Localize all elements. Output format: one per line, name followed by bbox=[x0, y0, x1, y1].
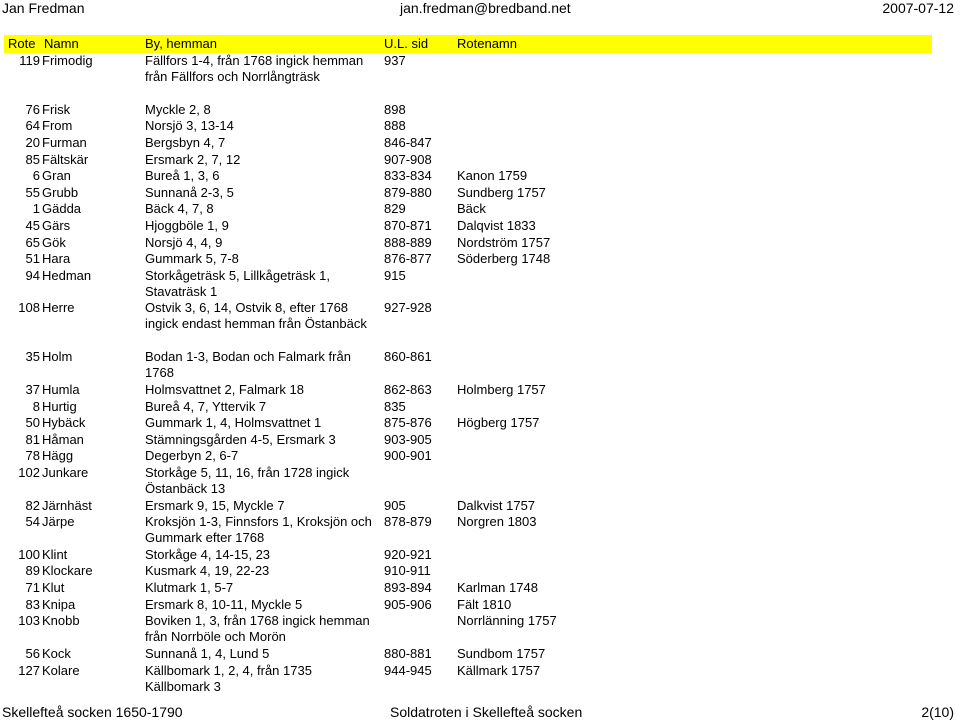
rote-number: 64 bbox=[25, 118, 40, 134]
soldier-name: Knipa bbox=[42, 596, 76, 612]
village-hemman: Källbomark 1, 2, 4, från 1735 Källbomark 3 bbox=[145, 662, 312, 694]
rote-number: 6 bbox=[32, 168, 40, 184]
rote-number: 55 bbox=[25, 184, 40, 200]
table-row bbox=[0, 563, 960, 580]
column-header-rote: Rote bbox=[8, 36, 36, 51]
ul-page: 900-901 bbox=[384, 448, 432, 464]
ul-page: 860-861 bbox=[384, 349, 432, 365]
village-hemman: Ersmark 9, 15, Myckle 7 bbox=[145, 497, 285, 513]
ul-page: 878-879 bbox=[384, 514, 432, 530]
table-row bbox=[0, 382, 960, 399]
rote-number: 20 bbox=[25, 134, 40, 150]
table-row bbox=[0, 102, 960, 119]
table-row bbox=[0, 432, 960, 449]
rote-name: Karlman 1748 bbox=[457, 580, 538, 596]
column-header-rotenamn: Rotenamn bbox=[457, 36, 517, 51]
ul-page: 898 bbox=[384, 101, 406, 117]
table-row bbox=[0, 185, 960, 202]
table-row bbox=[0, 251, 960, 268]
rote-name: Söderberg 1748 bbox=[457, 251, 551, 267]
column-header-ul: U.L. sid bbox=[384, 36, 429, 51]
ul-page: 879-880 bbox=[384, 184, 432, 200]
table-row bbox=[0, 152, 960, 169]
soldier-name: Frisk bbox=[42, 101, 71, 117]
village-hemman: Bureå 4, 7, Yttervik 7 bbox=[145, 398, 267, 414]
village-hemman: Boviken 1, 3, från 1768 ingick hemman från Norrböle och Morön bbox=[145, 613, 370, 645]
soldier-name: Grubb bbox=[42, 184, 79, 200]
table-row bbox=[0, 235, 960, 252]
village-hemman: Myckle 2, 8 bbox=[145, 101, 211, 117]
rote-name: Högberg 1757 bbox=[457, 415, 540, 431]
rote-name: Sundberg 1757 bbox=[457, 184, 546, 200]
soldier-name: Herre bbox=[42, 300, 75, 316]
ul-page: 915 bbox=[384, 267, 406, 283]
rote-number: 83 bbox=[25, 596, 40, 612]
table-row bbox=[0, 218, 960, 235]
table-row bbox=[0, 399, 960, 416]
table-row bbox=[0, 514, 960, 547]
village-hemman: Hjoggböle 1, 9 bbox=[145, 217, 229, 233]
table-row bbox=[0, 448, 960, 465]
rote-number: 89 bbox=[25, 563, 40, 579]
column-header-row bbox=[4, 35, 932, 53]
rote-number: 54 bbox=[25, 514, 40, 530]
table-row bbox=[0, 268, 960, 301]
soldier-name: Junkare bbox=[42, 464, 89, 480]
soldier-name: Frimodig bbox=[42, 53, 93, 68]
rote-name: Nordström 1757 bbox=[457, 234, 551, 250]
village-hemman: Degerbyn 2, 6-7 bbox=[145, 448, 239, 464]
soldier-name: Gran bbox=[42, 168, 71, 184]
table-row bbox=[0, 597, 960, 614]
table-row bbox=[0, 646, 960, 663]
village-hemman: Gummark 5, 7-8 bbox=[145, 251, 239, 267]
village-hemman: Stämningsgården 4-5, Ersmark 3 bbox=[145, 431, 336, 447]
ul-page: 910-911 bbox=[384, 563, 431, 579]
village-hemman: Holmsvattnet 2, Falmark 18 bbox=[145, 381, 304, 397]
village-hemman: Bodan 1-3, Bodan och Falmark från 1768 bbox=[145, 349, 351, 381]
soldier-name: Gärs bbox=[42, 217, 71, 233]
table-row bbox=[0, 415, 960, 432]
author-name: Jan Fredman bbox=[2, 0, 85, 16]
rote-number: 81 bbox=[25, 431, 40, 447]
soldier-name: Klut bbox=[42, 580, 65, 596]
soldier-name: Gök bbox=[42, 234, 66, 250]
soldier-name: Järnhäst bbox=[42, 497, 92, 513]
ul-page: 907-908 bbox=[384, 151, 432, 167]
soldier-name: Hurtig bbox=[42, 398, 77, 414]
village-hemman: Klutmark 1, 5-7 bbox=[145, 580, 234, 596]
rote-number: 56 bbox=[25, 645, 40, 661]
soldier-name: Gädda bbox=[42, 201, 82, 217]
soldier-name: Hedman bbox=[42, 267, 92, 283]
village-hemman: Norsjö 3, 13-14 bbox=[145, 118, 234, 134]
table-row bbox=[0, 663, 960, 696]
ul-page: 833-834 bbox=[384, 168, 432, 184]
rote-number: 94 bbox=[25, 267, 40, 283]
ul-page: 835 bbox=[384, 398, 406, 414]
rote-name: Norgren 1803 bbox=[457, 514, 537, 530]
rote-name: Bäck bbox=[457, 201, 486, 217]
rote-name: Holmberg 1757 bbox=[457, 381, 546, 397]
village-hemman: Storkågeträsk 5, Lillkågeträsk 1, Stavaträsk 1 bbox=[145, 267, 330, 299]
ul-page: 875-876 bbox=[384, 415, 432, 431]
rote-number: 1 bbox=[32, 201, 40, 217]
rote-name: Dalqvist 1833 bbox=[457, 217, 536, 233]
column-header-namn: Namn bbox=[44, 36, 79, 51]
rote-number: 119 bbox=[19, 53, 40, 68]
rote-number: 102 bbox=[18, 464, 40, 480]
rote-number: 8 bbox=[32, 398, 40, 414]
rote-number: 51 bbox=[25, 251, 40, 267]
ul-page: 903-905 bbox=[384, 431, 432, 447]
rote-number: 50 bbox=[25, 415, 40, 431]
village-hemman: Norsjö 4, 4, 9 bbox=[145, 234, 223, 250]
ul-page: 927-928 bbox=[384, 300, 432, 316]
soldier-table bbox=[0, 53, 960, 695]
ul-page: 905 bbox=[384, 497, 406, 513]
table-row bbox=[0, 349, 960, 382]
rote-number: 127 bbox=[18, 662, 40, 678]
soldier-name: Fältskär bbox=[42, 151, 89, 167]
rote-number: 71 bbox=[25, 580, 40, 596]
column-header-by: By, hemman bbox=[145, 36, 218, 51]
village-hemman: Gummark 1, 4, Holmsvattnet 1 bbox=[145, 415, 322, 431]
soldier-name: Knobb bbox=[42, 613, 80, 629]
ul-page: 937 bbox=[384, 53, 406, 68]
village-hemman: Bäck 4, 7, 8 bbox=[145, 201, 214, 217]
soldier-name: Holm bbox=[42, 349, 73, 365]
ul-page: 944-945 bbox=[384, 662, 432, 678]
soldier-name: Hara bbox=[42, 251, 71, 267]
table-row bbox=[0, 465, 960, 498]
footer-title: Soldatroten i Skellefteå socken bbox=[390, 704, 583, 720]
table-row bbox=[0, 613, 960, 646]
soldier-name: Järpe bbox=[42, 514, 75, 530]
rote-number: 82 bbox=[25, 497, 40, 513]
table-row bbox=[0, 201, 960, 218]
ul-page: 920-921 bbox=[384, 546, 432, 562]
village-hemman: Kusmark 4, 19, 22-23 bbox=[145, 563, 270, 579]
table-row bbox=[0, 53, 960, 102]
rote-number: 76 bbox=[25, 101, 40, 117]
soldier-name: Hybäck bbox=[42, 415, 86, 431]
soldier-name: Håman bbox=[42, 431, 84, 447]
rote-number: 108 bbox=[18, 300, 40, 316]
village-hemman: Storkåge 5, 11, 16, från 1728 ingick Östanbäck 13 bbox=[145, 464, 350, 496]
soldier-name: From bbox=[42, 118, 73, 134]
soldier-name: Furman bbox=[42, 134, 87, 150]
table-row bbox=[0, 580, 960, 597]
soldier-name: Humla bbox=[42, 381, 80, 397]
page-header bbox=[0, 0, 960, 24]
table-row bbox=[0, 118, 960, 135]
page-number: 2(10) bbox=[921, 704, 954, 720]
ul-page: 829 bbox=[384, 201, 406, 217]
village-hemman: Bureå 1, 3, 6 bbox=[145, 168, 220, 184]
rote-number: 45 bbox=[25, 217, 40, 233]
rote-name: Kanon 1759 bbox=[457, 168, 528, 184]
village-hemman: Ostvik 3, 6, 14, Ostvik 8, efter 1768 ingick endast hemman från Östanbäck bbox=[145, 300, 367, 332]
rote-number: 103 bbox=[18, 613, 40, 629]
ul-page: 880-881 bbox=[384, 645, 432, 661]
rote-number: 35 bbox=[25, 349, 40, 365]
rote-number: 65 bbox=[25, 234, 40, 250]
ul-page: 876-877 bbox=[384, 251, 432, 267]
soldier-name: Hägg bbox=[42, 448, 74, 464]
rote-number: 37 bbox=[25, 381, 40, 397]
village-hemman: Sunnanå 2-3, 5 bbox=[145, 184, 234, 200]
village-hemman: Kroksjön 1-3, Finnsfors 1, Kroksjön och Gummark efter 1768 bbox=[145, 514, 372, 546]
table-row bbox=[0, 547, 960, 564]
soldier-name: Kolare bbox=[42, 662, 80, 678]
rote-number: 78 bbox=[25, 448, 40, 464]
ul-page: 862-863 bbox=[384, 381, 432, 397]
ul-page: 846-847 bbox=[384, 134, 432, 150]
footer-left: Skellefteå socken 1650-1790 bbox=[2, 704, 183, 720]
soldier-name: Klockare bbox=[42, 563, 93, 579]
rote-name: Sundbom 1757 bbox=[457, 645, 546, 661]
document-date: 2007-07-12 bbox=[882, 0, 954, 16]
soldier-name: Klint bbox=[42, 546, 68, 562]
rote-name: Källmark 1757 bbox=[457, 662, 541, 678]
author-email: jan.fredman@bredband.net bbox=[400, 0, 571, 16]
ul-page: 870-871 bbox=[384, 217, 432, 233]
rote-name: Fält 1810 bbox=[457, 596, 512, 612]
table-row bbox=[0, 135, 960, 152]
rote-number: 100 bbox=[18, 546, 40, 562]
village-hemman: Bergsbyn 4, 7 bbox=[145, 134, 226, 150]
village-hemman: Ersmark 2, 7, 12 bbox=[145, 151, 241, 167]
soldier-name: Kock bbox=[42, 645, 71, 661]
table-row bbox=[0, 168, 960, 185]
rote-number: 85 bbox=[25, 151, 40, 167]
rote-name: Norrlänning 1757 bbox=[457, 613, 557, 629]
rote-name: Dalkvist 1757 bbox=[457, 497, 536, 513]
table-row bbox=[0, 498, 960, 515]
village-hemman: Sunnanå 1, 4, Lund 5 bbox=[145, 645, 270, 661]
village-hemman: Ersmark 8, 10-11, Myckle 5 bbox=[145, 596, 303, 612]
ul-page: 888-889 bbox=[384, 234, 432, 250]
page-footer bbox=[0, 704, 960, 721]
ul-page: 893-894 bbox=[384, 580, 432, 596]
table-row bbox=[0, 300, 960, 349]
village-hemman: Storkåge 4, 14-15, 23 bbox=[145, 546, 271, 562]
ul-page: 905-906 bbox=[384, 596, 432, 612]
ul-page: 888 bbox=[384, 118, 406, 134]
village-hemman: Fällfors 1-4, från 1768 ingick hemman från Fällfors och Norrlångträsk bbox=[145, 53, 364, 84]
